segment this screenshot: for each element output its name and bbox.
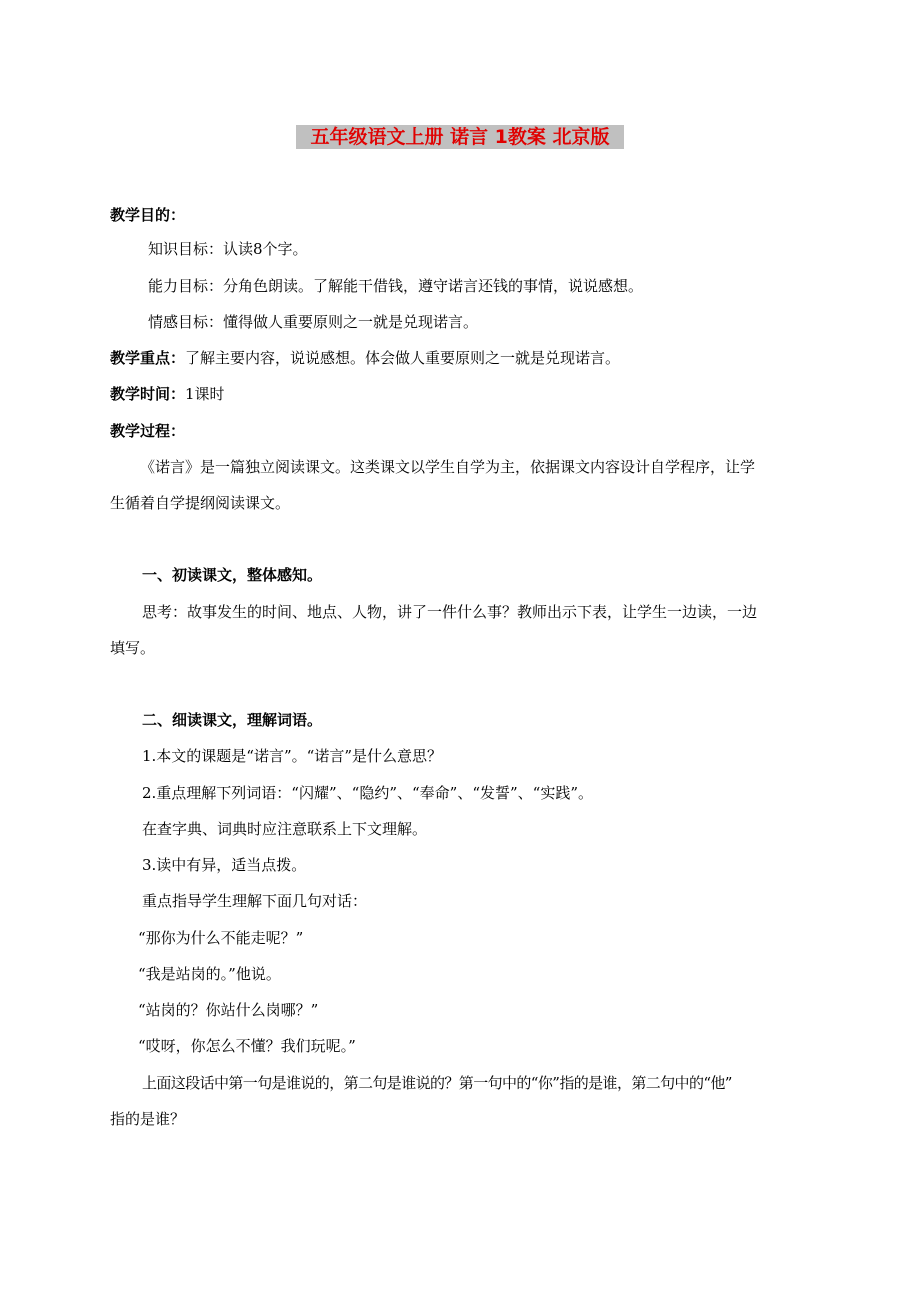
- section2-line: 3.读中有异，适当点拨。: [142, 856, 307, 874]
- section2-question-1: 上面这段话中第一句是谁说的，第二句是谁说的？第一句中的“你”指的是谁，第二句中的“他”: [142, 1074, 732, 1092]
- time-text: 1课时: [185, 385, 225, 403]
- section1-para-2: 填写。: [110, 639, 156, 657]
- section2-heading: 二、细读课文，理解词语。: [142, 711, 323, 729]
- document-title: 五年级语文上册 诺言 1教案 北京版: [296, 125, 624, 149]
- process-intro-2: 生循着自学提纲阅读课文。: [110, 494, 291, 512]
- dialogue-line: “那你为什么不能走呢？”: [138, 929, 304, 947]
- section2-question-2: 指的是谁？: [110, 1110, 186, 1128]
- section2-line: 在查字典、词典时应注意联系上下文理解。: [142, 820, 428, 838]
- time-label: 教学时间：: [110, 385, 186, 403]
- knowledge-objective: 知识目标：认读8个字。: [148, 240, 308, 258]
- ability-objective: 能力目标：分角色朗读。了解能干借钱，遵守诺言还钱的事情，说说感想。: [148, 277, 644, 295]
- section2-line: 1.本文的课题是“诺言”。“诺言”是什么意思？: [142, 747, 442, 765]
- objective-label: 教学目的：: [110, 206, 186, 224]
- dialogue-line: “站岗的？你站什么岗哪？”: [138, 1001, 319, 1019]
- section2-line: 重点指导学生理解下面几句对话：: [142, 892, 368, 910]
- section2-line: 2.重点理解下列词语：“闪耀”、“隐约”、“奉命”、“发誓”、“实践”。: [142, 784, 593, 802]
- section1-heading: 一、初读课文，整体感知。: [142, 566, 323, 584]
- emotion-objective: 情感目标：懂得做人重要原则之一就是兑现诺言。: [148, 313, 479, 331]
- focus-label: 教学重点：: [110, 349, 186, 367]
- process-intro-1: 《诺言》是一篇独立阅读课文。这类课文以学生自学为主，依据课文内容设计自学程序，让学: [140, 458, 756, 476]
- dialogue-line: “哎呀，你怎么不懂？我们玩呢。”: [138, 1037, 356, 1055]
- focus-text: 了解主要内容，说说感想。体会做人重要原则之一就是兑现诺言。: [185, 349, 621, 367]
- section1-para-1: 思考：故事发生的时间、地点、人物，讲了一件什么事？教师出示下表，让学生一边读，一边: [142, 603, 758, 621]
- focus-line: [110, 349, 620, 367]
- time-line: [110, 385, 225, 403]
- dialogue-line: “我是站岗的。”他说。: [138, 965, 281, 983]
- process-label: 教学过程：: [110, 422, 186, 440]
